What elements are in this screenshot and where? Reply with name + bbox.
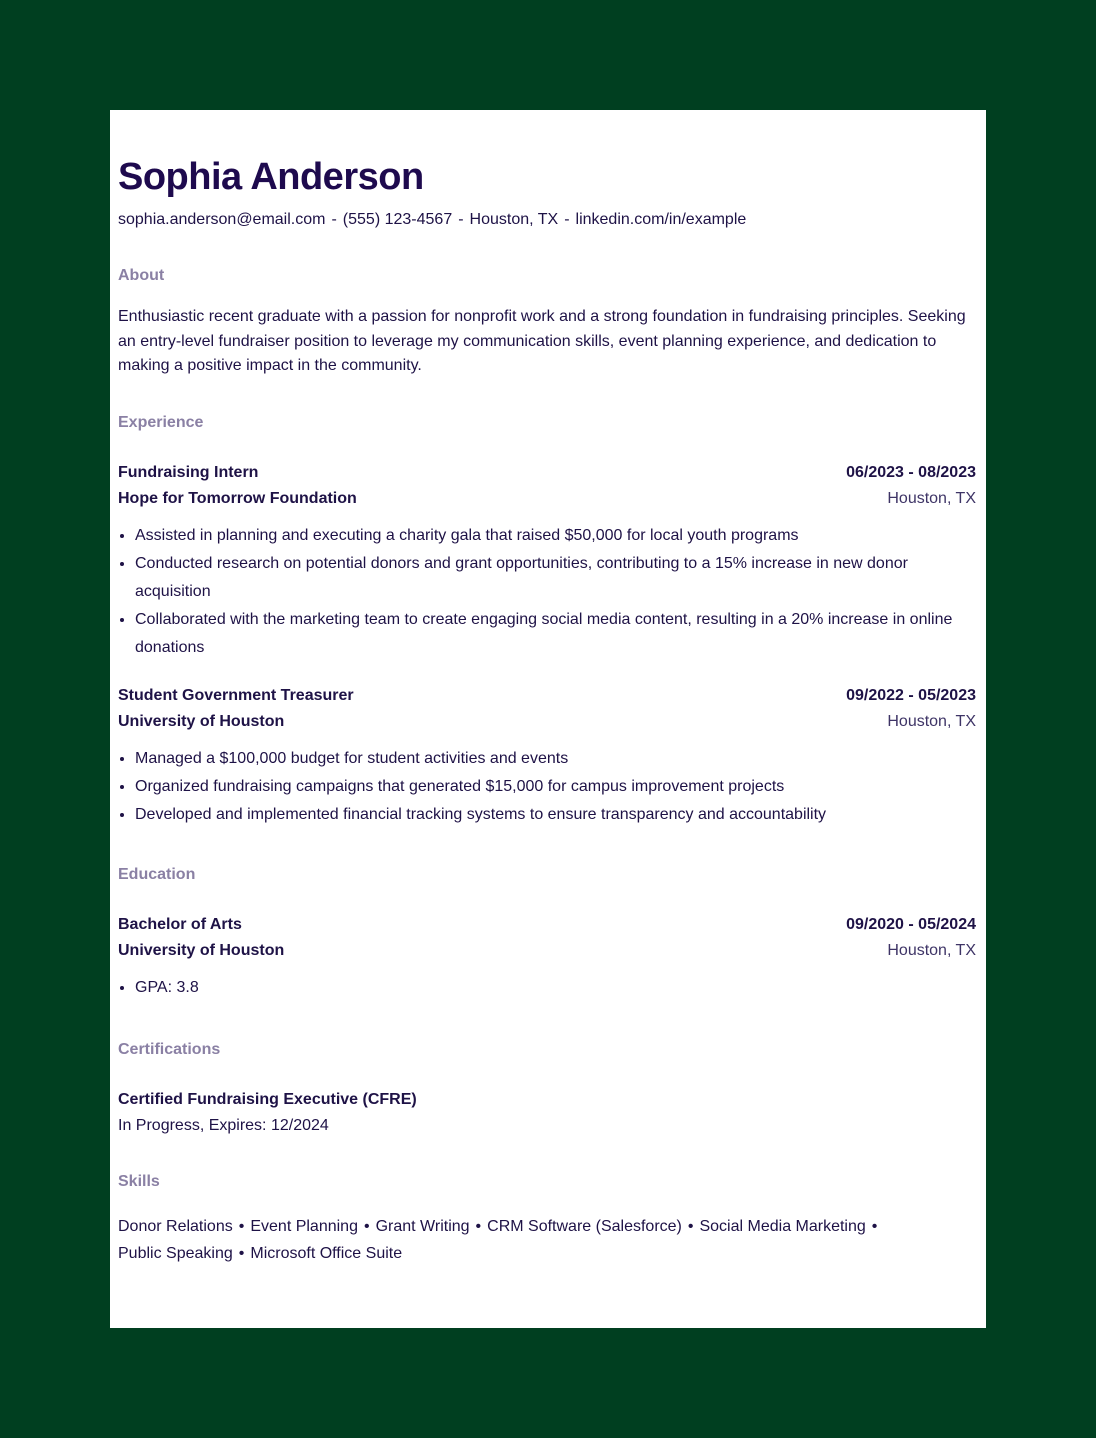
education-heading: Education (118, 865, 196, 883)
contact-separator: - (458, 211, 464, 228)
contact-line (118, 210, 976, 230)
skill-item: CRM Software (Salesforce) (487, 1217, 682, 1235)
job-role: Student Government Treasurer (118, 686, 354, 704)
contact-separator: - (564, 211, 570, 228)
contact-phone: (555) 123-4567 (342, 211, 453, 228)
skill-separator: • (238, 1217, 245, 1235)
school-location: Houston, TX (887, 941, 976, 959)
job-bullet: • Collaborated with the marketing team to create engaging social media content, resulting in a 20% increase in online donations (135, 606, 976, 662)
skill-item: Public Speaking (118, 1244, 233, 1262)
about-heading: About (118, 267, 165, 284)
job-bullets (118, 522, 976, 662)
job-bullet: • Conducted research on potential donors and grant opportunities, contributing to a 15% increase in new donor acquisition (135, 550, 976, 606)
job-location: Houston, TX (887, 489, 976, 507)
education-entry (118, 912, 976, 1002)
skill-item: Social Media Marketing (699, 1217, 866, 1235)
education-bullet: • GPA: 3.8 (135, 974, 976, 1002)
education-dates: 09/2020 - 05/2024 (846, 915, 976, 933)
job-role: Fundraising Intern (118, 463, 259, 481)
experience-heading: Experience (118, 413, 204, 431)
experience-entry (118, 683, 976, 829)
job-bullet: • Organized fundraising campaigns that generated $15,000 for campus improvement projects (135, 773, 976, 801)
school: University of Houston (118, 941, 285, 959)
degree: Bachelor of Arts (118, 915, 242, 933)
contact-location: Houston, TX (469, 211, 559, 228)
skill-separator: • (475, 1217, 482, 1235)
candidate-name: Sophia Anderson (118, 156, 424, 198)
certification-status: In Progress, Expires: 12/2024 (118, 1116, 329, 1134)
job-bullet: • Assisted in planning and executing a charity gala that raised $50,000 for local youth programs (135, 522, 976, 550)
skills-list (118, 1213, 976, 1267)
job-location: Houston, TX (887, 712, 976, 730)
job-dates: 09/2022 - 05/2023 (846, 686, 976, 704)
about-text: Enthusiastic recent graduate with a passion for nonprofit work and a strong foundation in fundraising principles. Seeking an entry-level fundraiser position to leverage my communication skills, event planning experience, and dedication to making a positive impact in the community. (118, 308, 966, 374)
job-dates: 06/2023 - 08/2023 (846, 463, 976, 481)
resume-page (110, 110, 986, 1328)
contact-email: sophia.anderson@email.com (118, 211, 326, 228)
job-bullet: • Managed a $100,000 budget for student activities and events (135, 745, 976, 773)
skill-separator: • (238, 1244, 245, 1262)
job-bullet: • Developed and implemented financial tracking systems to ensure transparency and accountability (135, 801, 976, 829)
skill-item: Grant Writing (375, 1217, 470, 1235)
skill-separator: • (363, 1217, 370, 1235)
skill-separator: • (687, 1217, 694, 1235)
skill-separator: • (871, 1217, 878, 1235)
contact-separator: - (331, 211, 337, 228)
certifications-heading: Certifications (118, 1040, 221, 1058)
contact-linkedin: linkedin.com/in/example (575, 211, 747, 228)
skill-item: Microsoft Office Suite (250, 1244, 403, 1262)
education-bullets (118, 974, 976, 1002)
certification-entry (118, 1087, 976, 1139)
skill-item: Donor Relations (118, 1217, 233, 1235)
job-bullets (118, 745, 976, 829)
certification-name: Certified Fundraising Executive (CFRE) (118, 1090, 417, 1108)
experience-entry (118, 460, 976, 662)
skill-item: Event Planning (250, 1217, 358, 1235)
job-organization: Hope for Tomorrow Foundation (118, 489, 357, 507)
job-organization: University of Houston (118, 712, 285, 730)
skills-heading: Skills (118, 1172, 160, 1190)
